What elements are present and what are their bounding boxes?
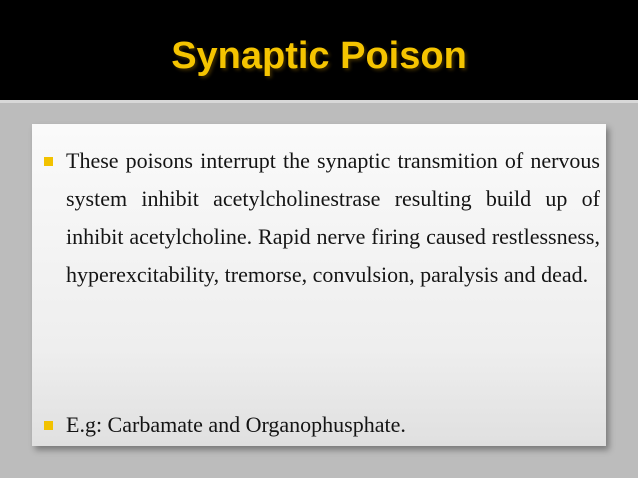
bullet-text: E.g: Carbamate and Organophusphate.: [66, 412, 406, 437]
slide-title: Synaptic Poison: [171, 35, 467, 77]
square-bullet-icon: [44, 157, 53, 166]
title-bar: [0, 0, 638, 100]
content-box: [32, 124, 606, 446]
title-divider: [0, 100, 638, 103]
square-bullet-icon: [44, 421, 53, 430]
bullet-text: These poisons interrupt the synaptic transmition of nervous system inhibit acetylcholinestrase resulting build up of inhibit acetylcholine. Rapid nerve firing caused restlessness, hyperexcitability, tremorse, convulsion, paralysis and dead.: [66, 148, 600, 287]
